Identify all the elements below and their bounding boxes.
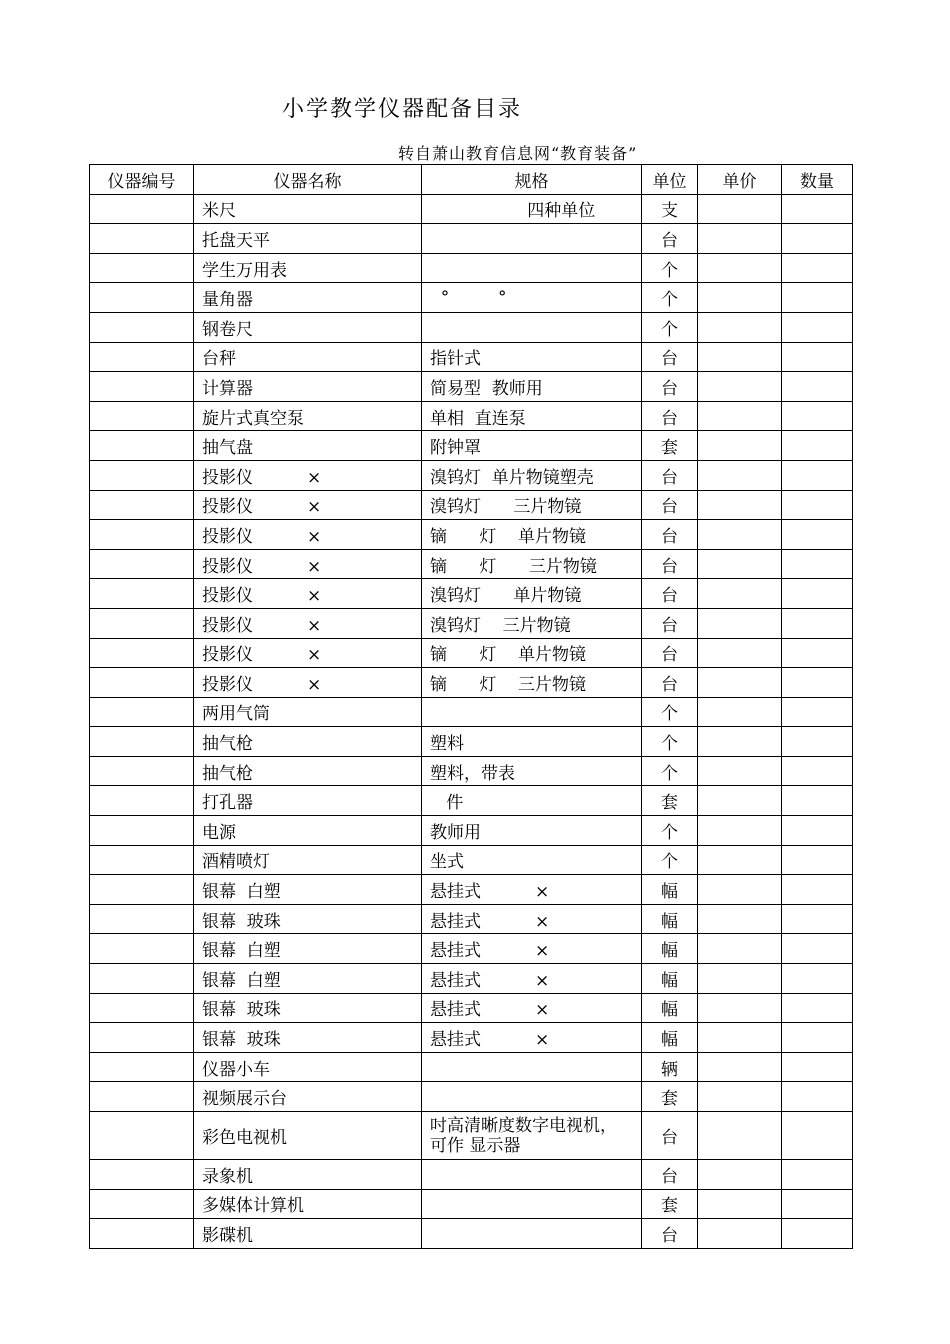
- cell-name: 投影仪 ×: [194, 460, 422, 490]
- source-note: 转自萧山教育信息网“教育装备”: [398, 144, 638, 163]
- table-row: [90, 312, 853, 342]
- cell-price: [698, 520, 782, 550]
- equipment-table: [89, 164, 853, 1249]
- cell-id: [90, 904, 194, 934]
- cell-qty: [782, 460, 853, 490]
- header-price: 单价: [698, 165, 782, 195]
- cell-name: 投影仪 ×: [194, 520, 422, 550]
- cell-unit: 台: [642, 1160, 698, 1190]
- cell-name: 两用气筒: [194, 697, 422, 727]
- cell-name: 投影仪 ×: [194, 608, 422, 638]
- cell-unit: 个: [642, 697, 698, 727]
- cell-price: [698, 224, 782, 254]
- cell-price: [698, 668, 782, 698]
- cell-id: [90, 727, 194, 757]
- cell-name: 影碟机: [194, 1219, 422, 1249]
- cell-qty: [782, 786, 853, 816]
- header-unit: 单位: [642, 165, 698, 195]
- cell-price: [698, 638, 782, 668]
- cell-id: [90, 845, 194, 875]
- cell-name: 打孔器: [194, 786, 422, 816]
- cell-unit: 台: [642, 608, 698, 638]
- cell-name: 银幕 白塑: [194, 934, 422, 964]
- table-row: [90, 608, 853, 638]
- cell-spec: 悬挂式 ×: [422, 964, 642, 994]
- table-row: [90, 1052, 853, 1082]
- cell-name: 旋片式真空泵: [194, 401, 422, 431]
- cell-id: [90, 490, 194, 520]
- cell-unit: 个: [642, 312, 698, 342]
- cell-unit: 套: [642, 786, 698, 816]
- cell-qty: [782, 342, 853, 372]
- cell-id: [90, 194, 194, 224]
- cell-name: 录象机: [194, 1160, 422, 1190]
- cell-name: 彩色电视机: [194, 1112, 422, 1160]
- table-row: [90, 460, 853, 490]
- cell-name: 银幕 白塑: [194, 964, 422, 994]
- cell-qty: [782, 579, 853, 609]
- cell-qty: [782, 372, 853, 402]
- cell-unit: 个: [642, 816, 698, 846]
- cell-spec: 指针式: [422, 342, 642, 372]
- header-qty: 数量: [782, 165, 853, 195]
- cell-name: 银幕 玻珠: [194, 1023, 422, 1053]
- cell-price: [698, 490, 782, 520]
- cell-name: 银幕 玻珠: [194, 904, 422, 934]
- cell-qty: [782, 1023, 853, 1053]
- cell-id: [90, 1023, 194, 1053]
- cell-id: [90, 875, 194, 905]
- cell-qty: [782, 845, 853, 875]
- cell-id: [90, 786, 194, 816]
- cell-id: [90, 549, 194, 579]
- cell-unit: 台: [642, 1219, 698, 1249]
- cell-name: 投影仪 ×: [194, 549, 422, 579]
- table-row: [90, 1023, 853, 1053]
- cell-qty: [782, 697, 853, 727]
- cell-id: [90, 816, 194, 846]
- cell-price: [698, 786, 782, 816]
- table-row: [90, 549, 853, 579]
- cell-spec: [422, 697, 642, 727]
- cell-qty: [782, 520, 853, 550]
- cell-id: [90, 1189, 194, 1219]
- cell-price: [698, 312, 782, 342]
- cell-name: 投影仪 ×: [194, 638, 422, 668]
- cell-id: [90, 253, 194, 283]
- cell-unit: 个: [642, 283, 698, 313]
- cell-spec: 件: [422, 786, 642, 816]
- cell-price: [698, 756, 782, 786]
- cell-id: [90, 520, 194, 550]
- cell-name: 投影仪 ×: [194, 490, 422, 520]
- cell-price: [698, 253, 782, 283]
- cell-name: 仪器小车: [194, 1052, 422, 1082]
- table-row: [90, 727, 853, 757]
- table-row: [90, 697, 853, 727]
- cell-qty: [782, 638, 853, 668]
- cell-unit: 幅: [642, 964, 698, 994]
- cell-price: [698, 816, 782, 846]
- cell-spec: 塑料: [422, 727, 642, 757]
- cell-price: [698, 401, 782, 431]
- cell-spec: [422, 312, 642, 342]
- cell-price: [698, 727, 782, 757]
- cell-price: [698, 904, 782, 934]
- cell-unit: 幅: [642, 875, 698, 905]
- cell-spec: 镝 灯 三片物镜: [422, 668, 642, 698]
- cell-unit: 幅: [642, 1023, 698, 1053]
- cell-qty: [782, 904, 853, 934]
- table-row: [90, 845, 853, 875]
- cell-qty: [782, 1189, 853, 1219]
- cell-id: [90, 579, 194, 609]
- cell-unit: 台: [642, 490, 698, 520]
- cell-qty: [782, 283, 853, 313]
- table-row: [90, 1082, 853, 1112]
- table-row: [90, 993, 853, 1023]
- cell-name: 电源: [194, 816, 422, 846]
- cell-price: [698, 1082, 782, 1112]
- table-row: [90, 520, 853, 550]
- table-row: [90, 224, 853, 254]
- cell-id: [90, 372, 194, 402]
- header-spec: 规格: [422, 165, 642, 195]
- cell-name: 投影仪 ×: [194, 579, 422, 609]
- cell-spec: [422, 1160, 642, 1190]
- cell-price: [698, 194, 782, 224]
- cell-id: [90, 964, 194, 994]
- cell-name: 抽气盘: [194, 431, 422, 461]
- cell-price: [698, 1160, 782, 1190]
- table-row: [90, 964, 853, 994]
- table-header-row: [90, 165, 853, 195]
- cell-unit: 台: [642, 342, 698, 372]
- cell-spec: ° °: [422, 283, 642, 313]
- table-row: [90, 934, 853, 964]
- cell-unit: 幅: [642, 934, 698, 964]
- cell-price: [698, 964, 782, 994]
- cell-spec: [422, 224, 642, 254]
- cell-spec: 简易型 教师用: [422, 372, 642, 402]
- cell-id: [90, 993, 194, 1023]
- cell-price: [698, 875, 782, 905]
- cell-spec: 附钟罩: [422, 431, 642, 461]
- cell-qty: [782, 816, 853, 846]
- cell-price: [698, 1189, 782, 1219]
- cell-unit: 个: [642, 727, 698, 757]
- cell-spec: 塑料，带表: [422, 756, 642, 786]
- table-row: [90, 1189, 853, 1219]
- cell-name: 量角器: [194, 283, 422, 313]
- cell-unit: 个: [642, 845, 698, 875]
- cell-spec: [422, 1189, 642, 1219]
- cell-id: [90, 460, 194, 490]
- table-row: [90, 638, 853, 668]
- cell-price: [698, 342, 782, 372]
- cell-id: [90, 283, 194, 313]
- cell-name: 抽气枪: [194, 756, 422, 786]
- cell-price: [698, 993, 782, 1023]
- cell-price: [698, 372, 782, 402]
- cell-qty: [782, 549, 853, 579]
- cell-spec: [422, 1052, 642, 1082]
- table-row: [90, 1219, 853, 1249]
- table-row: [90, 579, 853, 609]
- cell-spec: 四种单位: [422, 194, 642, 224]
- cell-id: [90, 431, 194, 461]
- cell-id: [90, 697, 194, 727]
- cell-unit: 台: [642, 668, 698, 698]
- cell-price: [698, 579, 782, 609]
- cell-qty: [782, 727, 853, 757]
- cell-price: [698, 608, 782, 638]
- table-row: [90, 875, 853, 905]
- cell-price: [698, 1219, 782, 1249]
- cell-unit: 台: [642, 224, 698, 254]
- cell-id: [90, 1219, 194, 1249]
- cell-unit: 幅: [642, 904, 698, 934]
- table-row: [90, 194, 853, 224]
- cell-name: 托盘天平: [194, 224, 422, 254]
- header-name: 仪器名称: [194, 165, 422, 195]
- cell-name: 学生万用表: [194, 253, 422, 283]
- cell-qty: [782, 431, 853, 461]
- cell-price: [698, 1052, 782, 1082]
- cell-name: 投影仪 ×: [194, 668, 422, 698]
- cell-spec: 溴钨灯 三片物镜: [422, 490, 642, 520]
- cell-spec: 悬挂式 ×: [422, 934, 642, 964]
- cell-price: [698, 283, 782, 313]
- cell-unit: 套: [642, 431, 698, 461]
- table-row: [90, 756, 853, 786]
- cell-qty: [782, 1082, 853, 1112]
- cell-spec: [422, 1082, 642, 1112]
- cell-price: [698, 431, 782, 461]
- cell-qty: [782, 964, 853, 994]
- cell-qty: [782, 401, 853, 431]
- cell-qty: [782, 1052, 853, 1082]
- table-row: [90, 490, 853, 520]
- cell-id: [90, 1052, 194, 1082]
- cell-qty: [782, 875, 853, 905]
- cell-id: [90, 1112, 194, 1160]
- cell-price: [698, 549, 782, 579]
- cell-unit: 幅: [642, 993, 698, 1023]
- table-row: [90, 253, 853, 283]
- cell-price: [698, 460, 782, 490]
- table-row: [90, 816, 853, 846]
- cell-name: 计算器: [194, 372, 422, 402]
- cell-unit: 套: [642, 1189, 698, 1219]
- cell-unit: 台: [642, 460, 698, 490]
- cell-qty: [782, 1219, 853, 1249]
- cell-unit: 台: [642, 1112, 698, 1160]
- cell-spec: 悬挂式 ×: [422, 993, 642, 1023]
- cell-name: 台秤: [194, 342, 422, 372]
- cell-spec: 吋高清晰度数字电视机，可作 显示器: [422, 1112, 642, 1160]
- cell-qty: [782, 194, 853, 224]
- cell-name: 视频展示台: [194, 1082, 422, 1112]
- cell-id: [90, 638, 194, 668]
- cell-qty: [782, 490, 853, 520]
- table-row: [90, 786, 853, 816]
- cell-name: 多媒体计算机: [194, 1189, 422, 1219]
- cell-spec: 坐式: [422, 845, 642, 875]
- table-row: [90, 1112, 853, 1160]
- cell-id: [90, 934, 194, 964]
- cell-spec: 悬挂式 ×: [422, 1023, 642, 1053]
- table-row: [90, 431, 853, 461]
- cell-id: [90, 668, 194, 698]
- cell-qty: [782, 668, 853, 698]
- table-row: [90, 668, 853, 698]
- cell-id: [90, 342, 194, 372]
- cell-name: 米尺: [194, 194, 422, 224]
- cell-name: 钢卷尺: [194, 312, 422, 342]
- table-row: [90, 372, 853, 402]
- cell-unit: 台: [642, 401, 698, 431]
- cell-name: 酒精喷灯: [194, 845, 422, 875]
- cell-unit: 支: [642, 194, 698, 224]
- cell-id: [90, 1160, 194, 1190]
- cell-spec: 悬挂式 ×: [422, 875, 642, 905]
- cell-qty: [782, 312, 853, 342]
- page-title: 小学教学仪器配备目录: [282, 97, 523, 122]
- cell-price: [698, 697, 782, 727]
- cell-spec: 教师用: [422, 816, 642, 846]
- cell-unit: 台: [642, 638, 698, 668]
- cell-id: [90, 401, 194, 431]
- cell-name: 银幕 玻珠: [194, 993, 422, 1023]
- cell-name: 银幕 白塑: [194, 875, 422, 905]
- cell-unit: 辆: [642, 1052, 698, 1082]
- cell-spec: 溴钨灯 三片物镜: [422, 608, 642, 638]
- cell-spec: 溴钨灯 单片物镜塑壳: [422, 460, 642, 490]
- table-row: [90, 1160, 853, 1190]
- cell-spec: [422, 1219, 642, 1249]
- cell-unit: 台: [642, 579, 698, 609]
- cell-id: [90, 224, 194, 254]
- cell-unit: 台: [642, 372, 698, 402]
- cell-spec: 镝 灯 单片物镜: [422, 520, 642, 550]
- cell-spec: 镝 灯 单片物镜: [422, 638, 642, 668]
- cell-unit: 套: [642, 1082, 698, 1112]
- cell-spec: 悬挂式 ×: [422, 904, 642, 934]
- cell-spec: 溴钨灯 单片物镜: [422, 579, 642, 609]
- cell-spec: [422, 253, 642, 283]
- header-id: 仪器编号: [90, 165, 194, 195]
- cell-qty: [782, 608, 853, 638]
- cell-spec: 单相 直连泵: [422, 401, 642, 431]
- cell-qty: [782, 934, 853, 964]
- table-row: [90, 342, 853, 372]
- cell-id: [90, 312, 194, 342]
- cell-unit: 台: [642, 520, 698, 550]
- cell-qty: [782, 1160, 853, 1190]
- cell-price: [698, 934, 782, 964]
- cell-qty: [782, 224, 853, 254]
- cell-price: [698, 845, 782, 875]
- cell-unit: 台: [642, 549, 698, 579]
- cell-id: [90, 756, 194, 786]
- cell-id: [90, 1082, 194, 1112]
- cell-qty: [782, 1112, 853, 1160]
- cell-price: [698, 1112, 782, 1160]
- cell-qty: [782, 253, 853, 283]
- cell-spec: 镝 灯 三片物镜: [422, 549, 642, 579]
- cell-unit: 个: [642, 756, 698, 786]
- cell-qty: [782, 993, 853, 1023]
- cell-name: 抽气枪: [194, 727, 422, 757]
- cell-qty: [782, 756, 853, 786]
- table-row: [90, 283, 853, 313]
- table-row: [90, 401, 853, 431]
- cell-id: [90, 608, 194, 638]
- table-row: [90, 904, 853, 934]
- cell-unit: 个: [642, 253, 698, 283]
- cell-price: [698, 1023, 782, 1053]
